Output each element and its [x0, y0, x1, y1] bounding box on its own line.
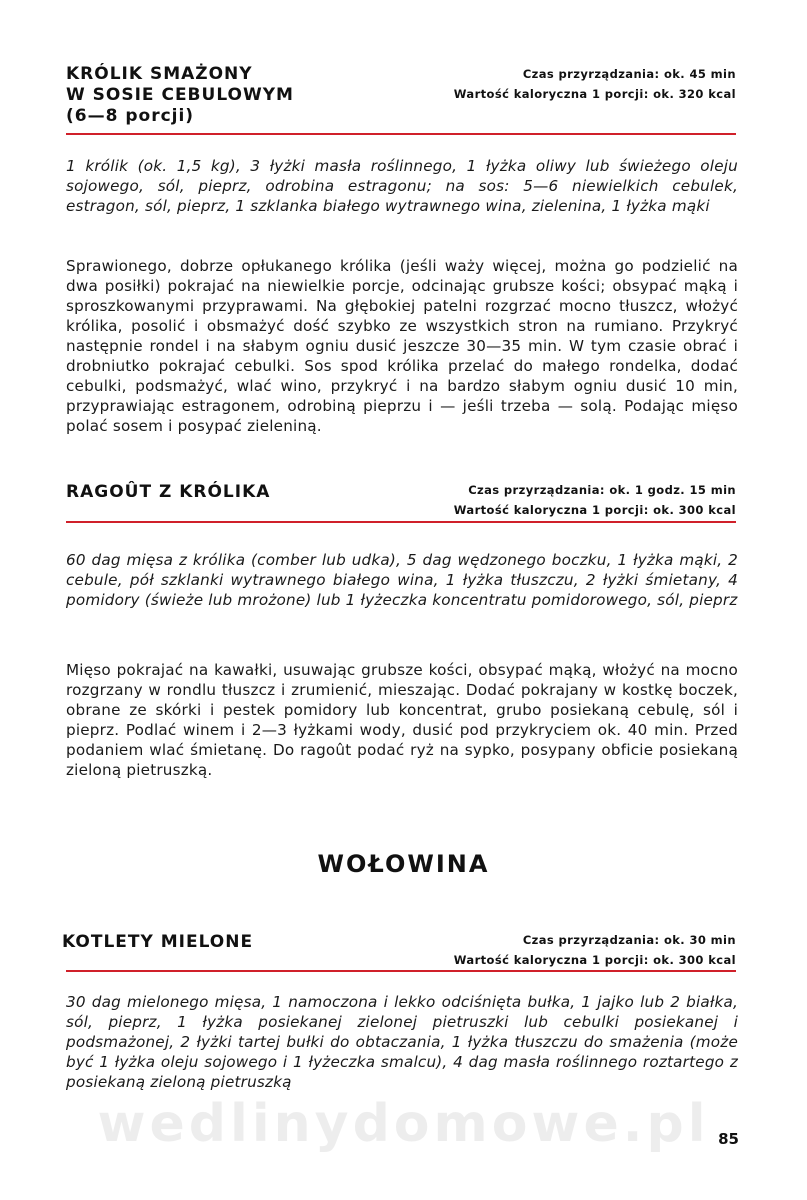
calorie-value: Wartość kaloryczna 1 porcji: ok. 300 kcal — [453, 503, 736, 517]
prep-time: Czas przyrządzania: ok. 30 min — [522, 933, 736, 947]
prep-time: Czas przyrządzania: ok. 45 min — [522, 67, 736, 81]
recipe-title: KRÓLIK SMAŻONY W SOSIE CEBULOWYM (6—8 porcji) — [66, 64, 294, 126]
recipe-meta — [454, 64, 736, 104]
red-divider — [66, 521, 736, 523]
method-text: Mięso pokrajać na kawałki, usuwając grubsze kości, obsypać mąką, włożyć na mocno rozgrzany w rondlu tłuszcz i zrumienić, mieszając. Dodać pokrajany w kostkę boczek, obrane ze skórki i pestek pomidory lub koncentrat, grubo posiekaną cebulę, sól i pieprz. Podlać winem i 2—3 łyżkami wody, dusić pod przykryciem ok. 40 min. Przed podaniem wlać śmietanę. Do ragoût podać ryż na sypko, posypany obficie posiekaną zieloną pietruszką. — [66, 661, 738, 779]
recipe-kotlety-mielone — [62, 930, 738, 1100]
ingredients-text: 60 dag mięsa z królika (comber lub udka), 5 dag wędzonego boczku, 1 łyżka mąki, 2 cebule, pół szklanki wytrawnego białego wina, 1 łyżka tłuszczu, 2 łyżki śmietany, 4 pomidory (świeże lub mrożone) lub 1 łyżeczka koncentratu pomidorowego, sól, pieprz — [66, 551, 738, 609]
page-number: 85 — [718, 1130, 739, 1148]
recipe-krolik-smazony — [66, 64, 736, 444]
calorie-value: Wartość kaloryczna 1 porcji: ok. 300 kcal — [453, 953, 736, 967]
ingredients-text: 30 dag mielonego mięsa, 1 namoczona i lekko odciśnięta bułka, 1 jajko lub 2 białka, sól, pieprz, 1 łyżka posiekanej zielonej pietruszki lub cebulki posiekanej i podsmażonej, 2 łyżki tartej bułki do obtaczania, 1 łyżka tłuszczu do smażenia (może być 1 łyżka oleju sojowego i 1 łyżeczka smalcu), 4 dag masła roślinnego roztartego z posiekaną zieloną pietruszką — [66, 993, 738, 1091]
category-heading: WOŁOWINA — [317, 850, 490, 878]
red-divider — [66, 970, 736, 972]
recipe-title: KOTLETY MIELONE — [62, 932, 254, 952]
prep-time: Czas przyrządzania: ok. 1 godz. 15 min — [468, 483, 736, 497]
method-text: Sprawionego, dobrze opłukanego królika (jeśli waży więcej, można go podzielić na dwa posiłki) pokrajać na niewielkie porcje, odcinając grubsze kości; obsypać mąką i sproszkowanymi przyprawami. Na głębokiej patelni rozgrzać mocno tłuszcz, włożyć królika, posolić i obsmażyć dość szybko ze wszystkich stron na rumiano. Przykryć następnie rondel i na słabym ogniu dusić jeszcze 30—35 min. W tym czasie obrać i drobniutko pokrajać cebulki. Sos spod królika przelać do małego rondelka, dodać cebulki, podsmażyć, wlać wino, przykryć i na bardzo słabym ogniu dusić 10 min, przyprawiając estragonem, odrobiną pieprzu i — jeśli trzeba — solą. Podając mięso polać sosem i posypać zieleniną. — [66, 257, 738, 435]
red-divider — [66, 133, 736, 135]
recipe-ragout-z-krolika — [66, 480, 736, 810]
recipe-meta — [454, 480, 736, 520]
recipe-meta — [454, 930, 736, 970]
recipe-title: RAGOÛT Z KRÓLIKA — [66, 482, 271, 502]
calorie-value: Wartość kaloryczna 1 porcji: ok. 320 kcal — [453, 87, 736, 101]
ingredients-text: 1 królik (ok. 1,5 kg), 3 łyżki masła roślinnego, 1 łyżka oliwy lub świeżego oleju sojowego, sól, pieprz, odrobina estragonu; na sos: 5—6 niewielkich cebulek, estragon, sól, pieprz, 1 szklanka białego wytrawnego wina, zielenina, 1 łyżka mąki — [66, 157, 738, 215]
watermark: wedlinydomowe.pl — [97, 1094, 710, 1154]
